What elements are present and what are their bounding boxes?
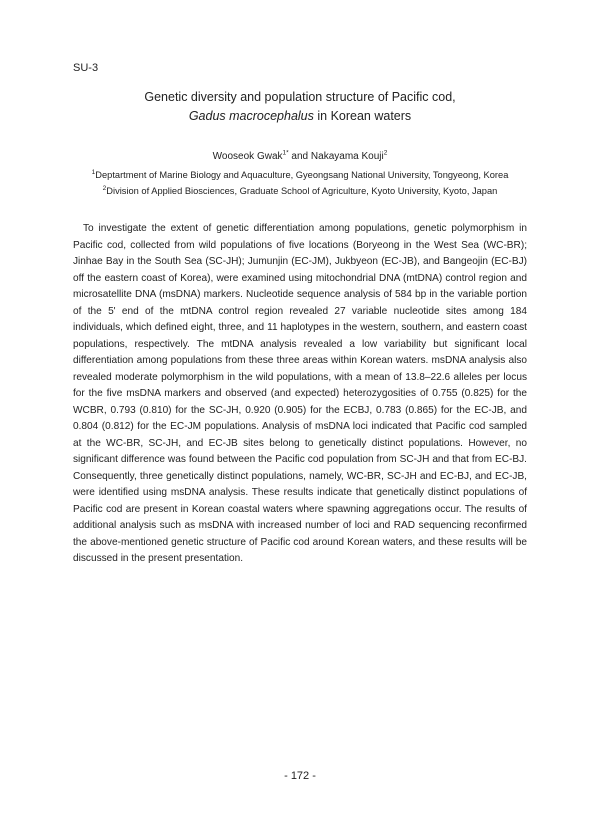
title-line-2-rest: in Korean waters — [313, 109, 412, 123]
author-2-superscript: 2 — [383, 149, 388, 157]
affiliation-2-superscript: 2 — [102, 184, 107, 192]
paper-title — [60, 88, 540, 126]
author-list — [60, 150, 540, 164]
author-1: Wooseok Gwak — [212, 151, 283, 162]
affiliation-2-text: Division of Applied Biosciences, Graduate School of Agriculture, Kyoto University, Kyoto, Japan — [106, 186, 498, 196]
page-number: - 172 - — [284, 770, 316, 782]
affiliation-1-superscript: 1 — [91, 168, 96, 176]
title-line-1: Genetic diversity and population structure of Pacific cod, — [144, 90, 456, 104]
affiliation-1-text: Deptartment of Marine Biology and Aquaculture, Gyeongsang National University, Tongyeong, Korea — [95, 170, 509, 180]
affiliation-2 — [60, 185, 540, 197]
author-1-superscript: 1* — [282, 149, 289, 157]
species-name: Gadus macrocephalus — [188, 109, 314, 123]
author-conjunction: and — [288, 151, 311, 162]
author-2: Nakayama Kouji — [310, 151, 384, 162]
affiliation-1 — [60, 169, 540, 181]
title-line-2 — [60, 107, 540, 126]
abstract-body: To investigate the extent of genetic differentiation among populations, genetic polymorphism in Pacific cod, collected from wild populations of five locations (Boryeong in the West Sea (WC-BR); Jinhae Bay in the South Sea (SC-JH); Jumunjin (EC-JM), Jukbyeon (EC-JB), and Bangeojin (EC-BJ) off the eastern coast of Korea), were examined using mitochondrial DNA (mtDNA) control region and microsatellite DNA (msDNA) markers. Nucleotide sequence analysis of 584 bp in the variable portion of the 5' end of the mtDNA control region revealed 27 variable nucleotide sites among 184 individuals, which defined eight, three, and 11 haplotypes in the western, southern, and eastern coast populations, respectively. The mtDNA analysis revealed a low variability but significant local differentiation among populations from these three areas within Korean waters. msDNA analysis also revealed moderate polymorphism in the wild populations, with a mean of 13.8–22.6 alleles per locus for the five msDNA markers and observed (and expected) heterozygosities of 0.755 (0.825) for the WCBR, 0.793 (0.810) for the SC-JH, 0.920 (0.905) for the ECBJ, 0.783 (0.865) for the EC-JB, and 0.804 (0.812) for the EC-JM populations. Analysis of msDNA loci indicated that Pacific cod sampled at the WC-BR, SC-JH, and EC-JB sites belong to genetically distinct populations. However, no significant difference was found between the Pacific cod population from SC-JH and that from EC-BJ. Consequently, three genetically distinct populations, namely, WC-BR, SC-JH and EC-BJ, and EC-JB, were identified using msDNA analysis. These results indicate that genetically distinct populations of Pacific cod are present in Korean coastal waters where spawning aggregations occur. The results of additional analysis such as msDNA with increased number of loci and RAD sequencing reconfirmed the above-mentioned genetic structure of Pacific cod around Korean waters, and these results will be discussed in the present presentation. — [73, 223, 527, 564]
session-code: SU-3 — [73, 62, 99, 74]
